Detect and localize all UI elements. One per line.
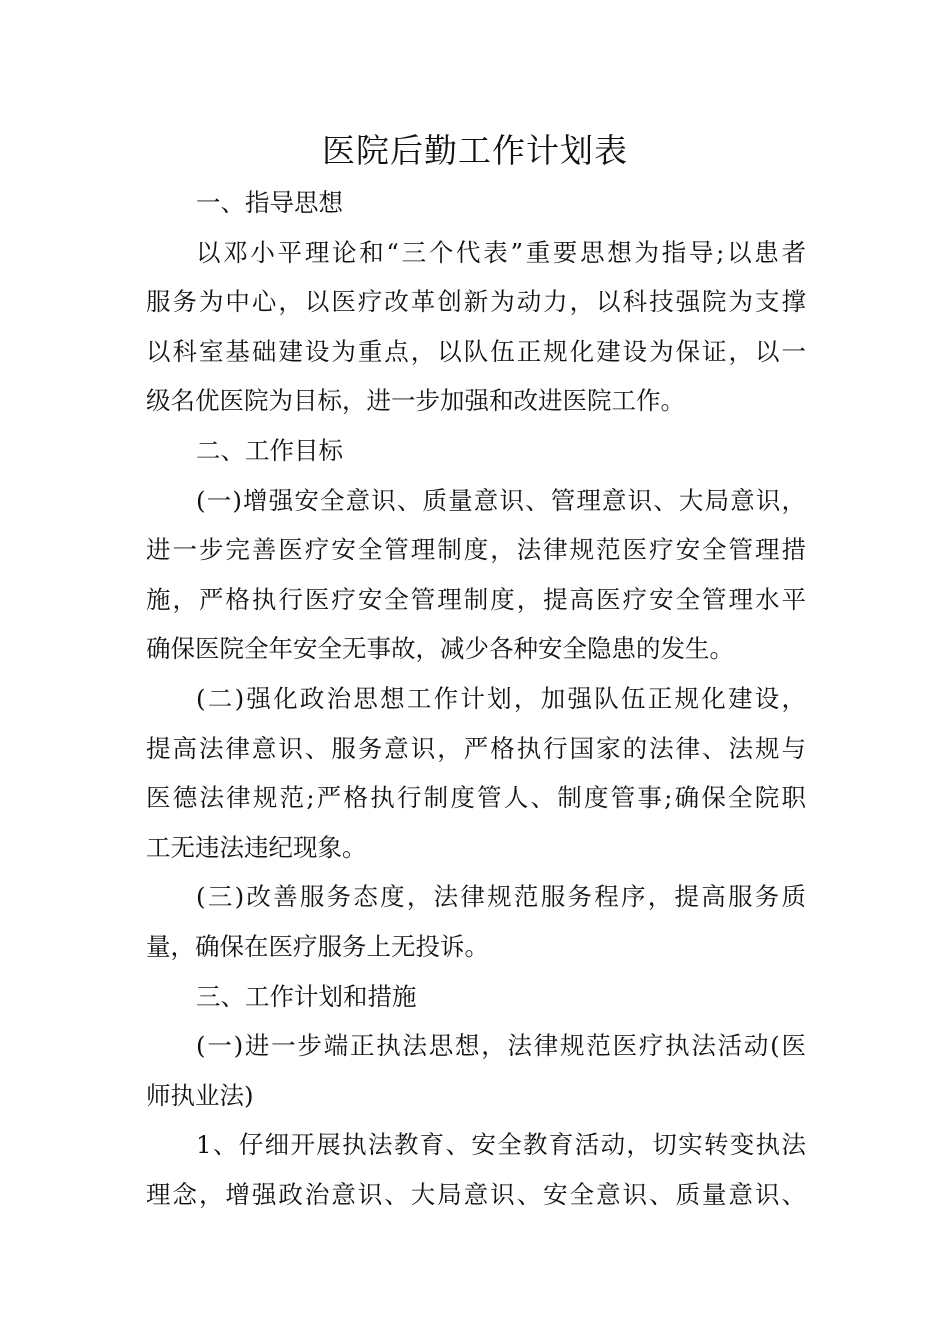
text-line: 级名优医院为目标，进一步加强和改进医院工作。 (146, 386, 685, 416)
text-line: 理念，增强政治意识、大局意识、安全意识、质量意识、 (146, 1179, 806, 1209)
document-body (146, 178, 806, 1219)
text-line: 进一步完善医疗安全管理制度，法律规范医疗安全管理措 (146, 535, 806, 565)
text-line: (一)进一步端正执法思想，法律规范医疗执法活动(医 (196, 1031, 806, 1061)
text-line: (一)增强安全意识、质量意识、管理意识、大局意识， (196, 485, 806, 515)
text-line: 以邓小平理论和“三个代表”重要思想为指导;以患者 (196, 237, 806, 267)
text-line: 三、工作计划和措施 (196, 981, 417, 1011)
text-line: 确保医院全年安全无事故，减少各种安全隐患的发生。 (146, 634, 734, 664)
document-title: 医院后勤工作计划表 (322, 131, 628, 170)
text-line: 提高法律意识、服务意识，严格执行国家的法律、法规与 (146, 733, 806, 763)
text-line: 以科室基础建设为重点，以队伍正规化建设为保证，以一 (146, 336, 806, 366)
text-line: 1、仔细开展执法教育、安全教育活动，切实转变执法 (196, 1130, 806, 1160)
text-line: (二)强化政治思想工作计划，加强队伍正规化建设， (196, 683, 806, 713)
text-line: 工无违法违纪现象。 (146, 832, 367, 862)
text-line: 师执业法) (146, 1080, 254, 1110)
text-line: (三)改善服务态度，法律规范服务程序，提高服务质 (196, 882, 806, 912)
text-line: 施，严格执行医疗安全管理制度，提高医疗安全管理水平 (146, 584, 806, 614)
text-line: 二、工作目标 (196, 435, 343, 465)
text-line: 一、指导思想 (196, 188, 343, 217)
text-line: 医德法律规范;严格执行制度管人、制度管事;确保全院职 (146, 783, 806, 813)
text-line: 量，确保在医疗服务上无投诉。 (146, 931, 489, 961)
text-line: 服务为中心，以医疗改革创新为动力，以科技强院为支撑 (146, 287, 806, 317)
